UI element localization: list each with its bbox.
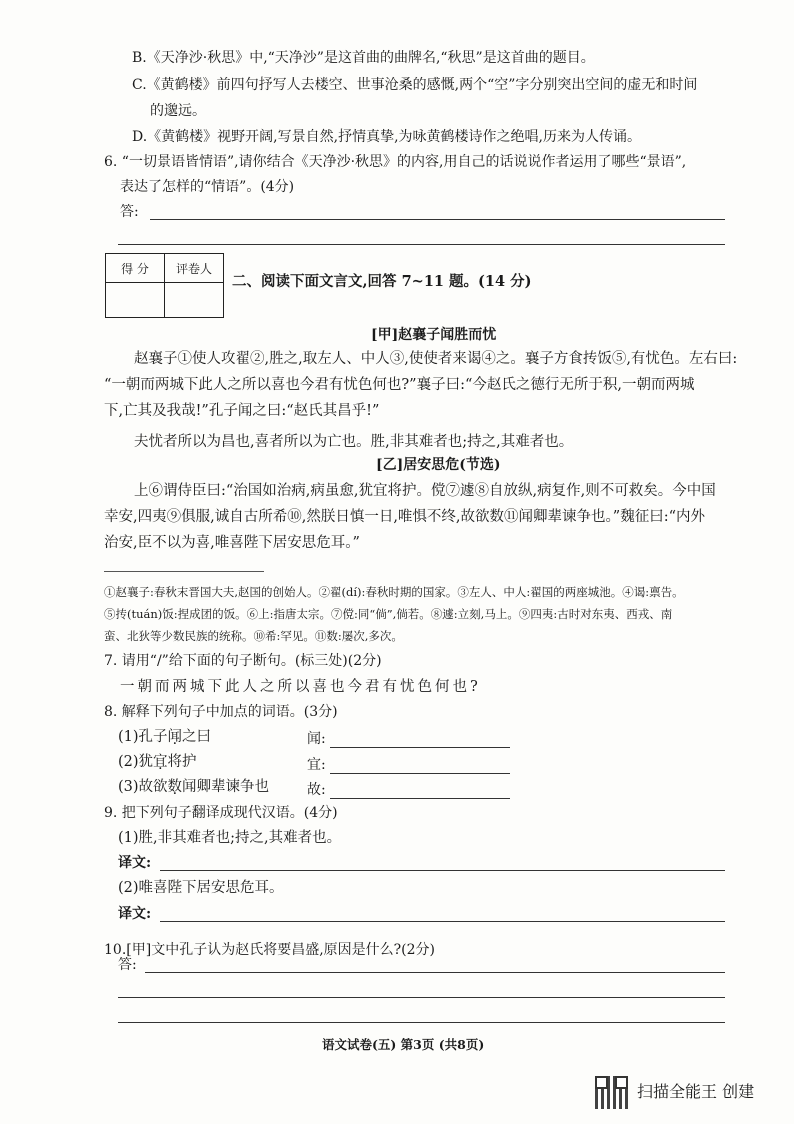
q9-translation-label-2: 译文: bbox=[118, 906, 152, 922]
score-table bbox=[105, 253, 224, 318]
q9-sentence-2: (2)唯喜陛下居安思危耳。 bbox=[118, 880, 284, 896]
option-b: B.《天净沙·秋思》中,“天净沙”是这首曲的曲牌名,“秋思”是这首曲的题目。 bbox=[132, 50, 595, 66]
q9-answer-line-2[interactable] bbox=[160, 921, 725, 922]
q8-item-3: (3)故欲数闻卿辈谏争也 bbox=[118, 779, 270, 795]
footnote-line: 蛮、北狄等少数民族的统称。⑩希:罕见。⑪数:屡次,多次。 bbox=[104, 629, 403, 643]
q8-answer-line-3[interactable] bbox=[330, 798, 510, 799]
option-d: D.《黄鹤楼》视野开阔,写景自然,抒情真挚,为咏黄鹤楼诗作之绝唱,历来为人传诵。 bbox=[132, 129, 641, 145]
q10-prompt: 10.[甲]文中孔子认为赵氏将要昌盛,原因是什么?(2分) bbox=[104, 942, 435, 958]
q8-prompt: 8. 解释下列句子中加点的词语。(3分) bbox=[104, 704, 338, 720]
footnote-line: ⑤抟(tuán)饭:捏成团的饭。⑥上:指唐太宗。⑦傥:同“倘”,倘若。⑧遽:立刻,马上。⑨四夷:古时对东夷、西戎、南 bbox=[104, 607, 673, 621]
q9-answer-line-1[interactable] bbox=[160, 870, 725, 871]
q7-prompt: 7. 请用“/”给下面的句子断句。(标三处)(2分) bbox=[104, 653, 382, 669]
scanner-watermark: 扫描全能王 创建 bbox=[637, 1082, 755, 1101]
q6-answer-line[interactable] bbox=[118, 244, 725, 245]
q8-answer-line-1[interactable] bbox=[330, 747, 510, 748]
q8-answer-label-2: 宜: bbox=[307, 757, 326, 773]
grader-cell[interactable] bbox=[165, 283, 224, 318]
page-footer: 语文试卷(五) 第3页 (共8页) bbox=[322, 1037, 485, 1052]
footnote-line: ①赵襄子:春秋末晋国大夫,赵国的创始人。②翟(dí):春秋时期的国家。③左人、中人:翟国的两座城池。④谒:禀告。 bbox=[104, 585, 684, 599]
score-header: 得 分 bbox=[106, 254, 165, 283]
q9-prompt: 9. 把下列句子翻译成现代汉语。(4分) bbox=[104, 805, 338, 821]
q8-answer-line-2[interactable] bbox=[330, 773, 510, 774]
q6-answer-line[interactable] bbox=[150, 219, 725, 220]
q8-answer-label-3: 故: bbox=[307, 782, 326, 798]
footnote-divider bbox=[104, 571, 264, 572]
q10-answer-line[interactable] bbox=[118, 997, 725, 998]
q10-answer-label: 答: bbox=[118, 957, 137, 973]
q8-answer-label-1: 闻: bbox=[307, 731, 326, 747]
q9-sentence-1: (1)胜,非其难者也;持之,其难者也。 bbox=[118, 830, 342, 846]
q8-item-1: (1)孔子闻之曰 bbox=[118, 729, 212, 745]
option-c-line2: 的邈远。 bbox=[150, 103, 206, 119]
qr-code-icon bbox=[595, 1076, 628, 1109]
section-title: 二、阅读下面文言文,回答 7~11 题。(14 分) bbox=[232, 273, 532, 290]
q8-item-2: (2)犹宜将护 bbox=[118, 754, 197, 770]
passage-b-text: 幸安,四夷⑨俱服,诚自古所希⑩,然朕日慎一日,唯惧不终,故欲数⑪闻卿辈谏争也。”魏征曰:“内外 bbox=[104, 509, 706, 525]
passage-a-text: 下,亡其及我哉!”孔子闻之曰:“赵氏其昌乎!” bbox=[104, 403, 380, 419]
passage-a-text: 夫忧者所以为昌也,喜者所以为亡也。胜,非其难者也;持之,其难者也。 bbox=[134, 434, 574, 450]
passage-b-text: 上⑥谓侍臣曰:“治国如治病,病虽愈,犹宜将护。傥⑦遽⑧自放纵,病复作,则不可救矣。今中国 bbox=[134, 483, 716, 499]
passage-a-title: [甲]赵襄子闻胜而忧 bbox=[371, 327, 497, 343]
q10-answer-line[interactable] bbox=[118, 1022, 725, 1023]
q9-translation-label-1: 译文: bbox=[118, 855, 152, 871]
passage-b-title: [乙]居安思危(节选) bbox=[376, 457, 501, 473]
q6-prompt-line1: 6. “一切景语皆情语”,请你结合《天净沙·秋思》的内容,用自己的话说说作者运用了哪些“景语”, bbox=[104, 154, 687, 170]
q6-prompt-line2: 表达了怎样的“情语”。(4分) bbox=[120, 179, 295, 195]
q6-answer-label: 答: bbox=[120, 204, 139, 220]
passage-a-text: 赵襄子①使人攻翟②,胜之,取左人、中人③,使使者来谒④之。襄子方食抟饭⑤,有忧色。左右曰: bbox=[134, 351, 738, 367]
option-c-line1: C.《黄鹤楼》前四句抒写人去楼空、世事沧桑的感慨,两个“空”字分别突出空间的虚无和时间 bbox=[132, 77, 698, 93]
q10-answer-line[interactable] bbox=[145, 972, 725, 973]
score-cell[interactable] bbox=[106, 283, 165, 318]
passage-a-text: “一朝而两城下此人之所以喜也今君有忧色何也?”襄子曰:“今赵氏之德行无所于积,一朝而两城 bbox=[104, 377, 695, 393]
passage-b-text: 治安,臣不以为喜,唯喜陛下居安思危耳。” bbox=[104, 535, 360, 551]
grader-header: 评卷人 bbox=[165, 254, 224, 283]
q7-sentence[interactable]: 一朝而两城下此人之所以喜也今君有忧色何也? bbox=[120, 679, 481, 695]
